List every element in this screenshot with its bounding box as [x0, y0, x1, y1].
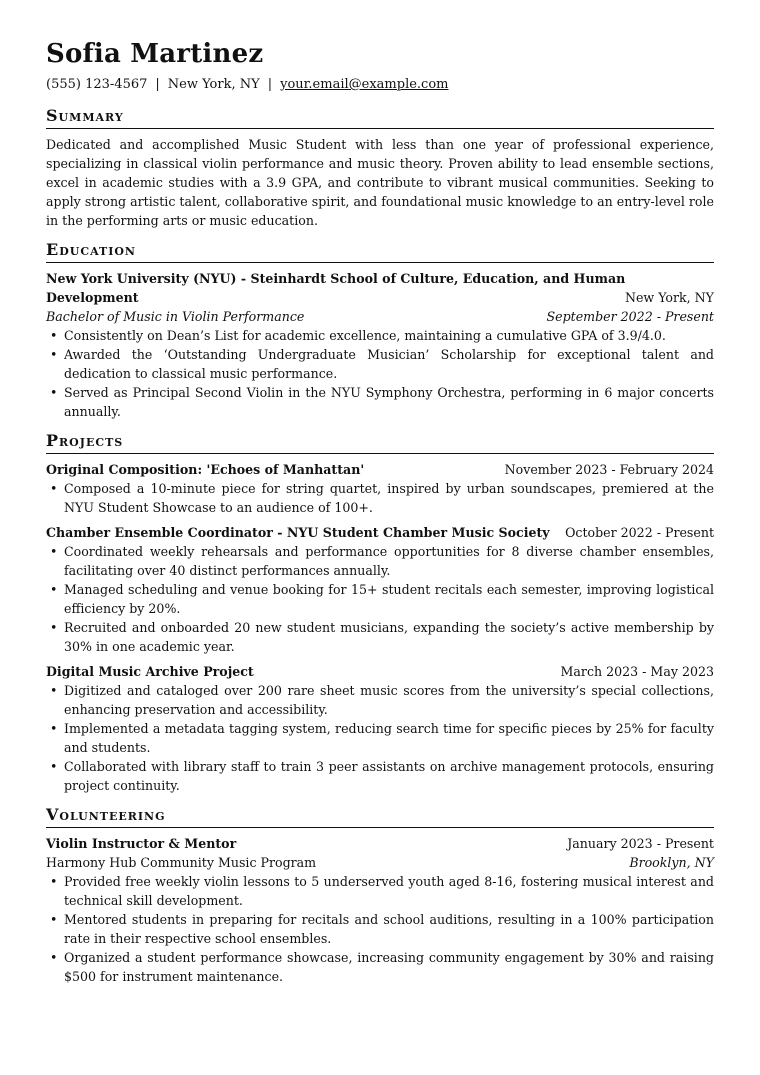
project-entry — [46, 460, 714, 517]
list-item: • Served as Principal Second Violin in the NYU Symphony Orchestra, performing in 6 major concerts annually. — [46, 383, 714, 421]
project-name: Digital Music Archive Project — [46, 664, 254, 679]
list-item: • Implemented a metadata tagging system, reducing search time for specific pieces by 25% for faculty and students. — [46, 719, 714, 757]
phone-number: (555) 123-4567 — [46, 77, 148, 92]
volunteer-role: Violin Instructor & Mentor — [46, 836, 237, 851]
list-item: • Coordinated weekly rehearsals and performance opportunities for 8 diverse chamber ensembles, facilitating over 40 distinct performances annually. — [46, 542, 714, 580]
project-bullets — [46, 542, 714, 656]
degree-row — [46, 307, 714, 326]
volunteer-location: Brooklyn, NY — [629, 855, 714, 870]
project-header — [46, 523, 714, 542]
project-bullets — [46, 681, 714, 795]
volunteer-dates: January 2023 - Present — [567, 836, 714, 851]
project-name: Chamber Ensemble Coordinator - NYU Student Chamber Music Society — [46, 525, 550, 540]
location: New York, NY — [167, 77, 260, 92]
volunteering-section — [46, 805, 714, 986]
list-item: • Collaborated with library staff to train 3 peer assistants on archive management protocols, ensuring project continuity. — [46, 757, 714, 795]
degree: Bachelor of Music in Violin Performance — [46, 309, 305, 324]
volunteer-bullets — [46, 872, 714, 986]
project-entry — [46, 662, 714, 795]
project-name: Original Composition: 'Echoes of Manhattan' — [46, 462, 365, 477]
project-dates: November 2023 - February 2024 — [504, 462, 714, 477]
contact-line — [46, 76, 714, 94]
list-item: • Mentored students in preparing for recitals and school auditions, resulting in a 100% participation rate in their respective school ensembles. — [46, 910, 714, 948]
education-dates: September 2022 - Present — [546, 309, 714, 324]
project-bullets — [46, 479, 714, 517]
projects-section — [46, 431, 714, 795]
section-heading-summary: Summary — [46, 106, 714, 129]
list-item: • Organized a student performance showcase, increasing community engagement by 30% and raising $500 for instrument maintenance. — [46, 948, 714, 986]
education-bullets — [46, 326, 714, 421]
list-item: • Composed a 10-minute piece for string quartet, inspired by urban soundscapes, premiered at the NYU Student Showcase to an audience of 100+. — [46, 479, 714, 517]
education-section — [46, 240, 714, 421]
project-header — [46, 662, 714, 681]
volunteer-organization: Harmony Hub Community Music Program — [46, 855, 317, 870]
school-location-row — [46, 288, 714, 307]
project-dates: October 2022 - Present — [565, 525, 714, 540]
contact-separator: | — [267, 77, 273, 92]
candidate-name: Sofia Martinez — [46, 39, 264, 69]
summary-section — [46, 106, 714, 230]
section-heading-volunteering: Volunteering — [46, 805, 714, 828]
list-item: • Digitized and cataloged over 200 rare sheet music scores from the university’s special collections, enhancing preservation and accessibility. — [46, 681, 714, 719]
list-item: • Awarded the ‘Outstanding Undergraduate Musician’ Scholarship for exceptional talent and dedication to classical music performance. — [46, 345, 714, 383]
list-item: • Managed scheduling and venue booking for 15+ student recitals each semester, improving logistical efficiency by 20%. — [46, 580, 714, 618]
section-heading-education: Education — [46, 240, 714, 263]
volunteer-header — [46, 834, 714, 853]
list-item: • Consistently on Dean’s List for academic excellence, maintaining a cumulative GPA of 3.9/4.0. — [46, 326, 714, 345]
project-entry — [46, 523, 714, 656]
list-item: • Recruited and onboarded 20 new student musicians, expanding the society’s active membership by 30% in one academic year. — [46, 618, 714, 656]
list-item: • Provided free weekly violin lessons to 5 underserved youth aged 8-16, fostering musical interest and technical skill development. — [46, 872, 714, 910]
resume-page — [46, 38, 714, 996]
project-dates: March 2023 - May 2023 — [560, 664, 714, 679]
section-heading-projects: Projects — [46, 431, 714, 454]
project-header — [46, 460, 714, 479]
contact-separator: | — [155, 77, 160, 92]
school-name: New York University (NYU) - Steinhardt School of Culture, Education, and Human Development — [46, 271, 626, 305]
volunteer-org-row — [46, 853, 714, 872]
summary-text: Dedicated and accomplished Music Student with less than one year of professional experience, specializing in classical violin performance and music theory. Proven ability to lead ensemble sections, excel in academic studies with a 3.9 GPA, and contribute to vibrant musical communities. Seeking to apply strong artistic talent, collaborative spirit, and foundational music knowledge to an entry-level role in the performing arts or music education. — [46, 137, 714, 228]
school-location: New York, NY — [624, 290, 714, 305]
email-link[interactable]: your.email@example.com — [280, 77, 449, 92]
